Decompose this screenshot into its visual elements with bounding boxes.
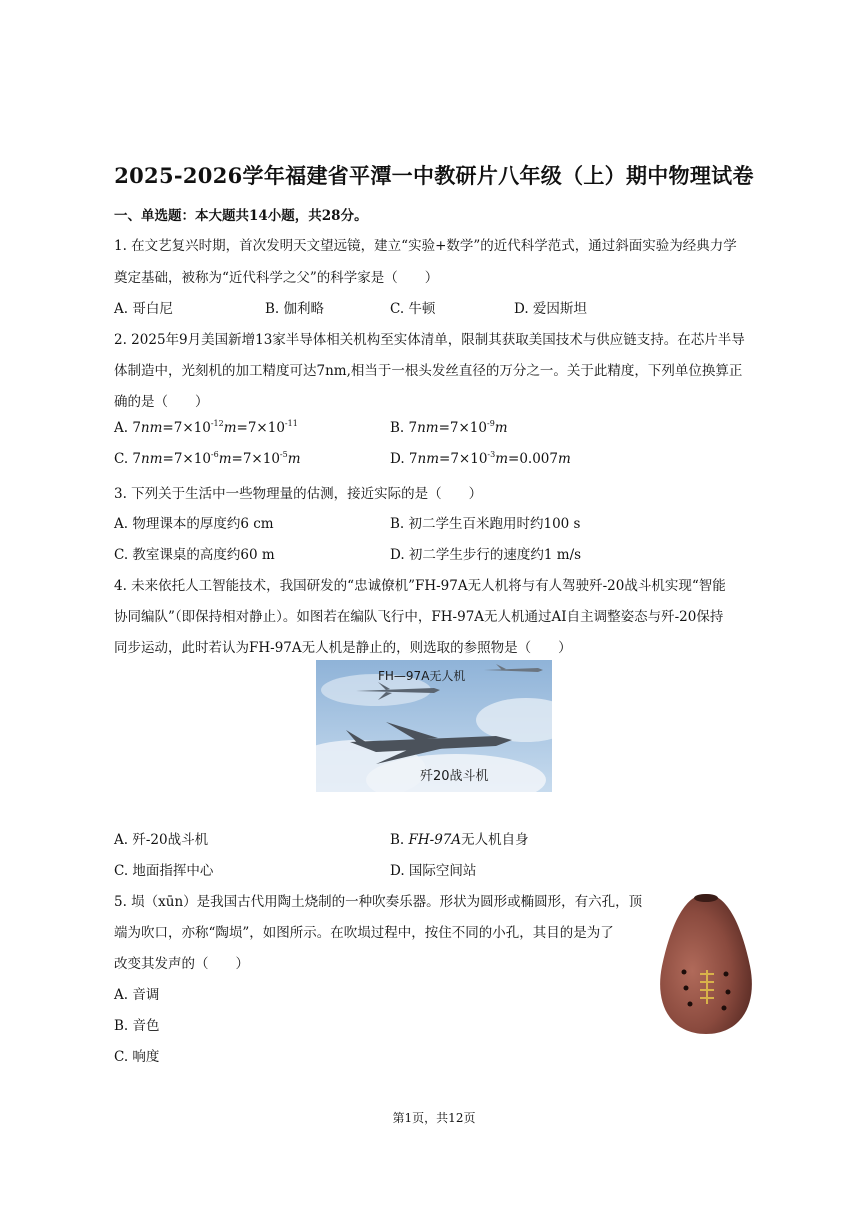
exam-title: 2025-2026学年福建省平潭一中教研片八年级（上）期中物理试卷 (114, 163, 754, 188)
q2-stem-line1: 2. 2025年9月美国新增13家半导体相关机构至实体清单，限制其获取美国技术与供应链支持。在芯片半导 (114, 332, 745, 348)
q5-stem-line1: 5. 埙（xūn）是我国古代用陶土烧制的一种吹奏乐器。形状为圆形或椭圆形，有六孔，顶 (114, 894, 643, 910)
q2-option-a: A. $7nm=7\times 10^{-12}m=7\times 10^{-11}$ (114, 419, 298, 436)
q4-stem-line1: 4. 未来依托人工智能技术，我国研发的“忠诚僚机”FH-97A无人机将与有人驾驶歼-20战斗机实现“智能 (114, 578, 726, 594)
q5-stem-line3: 改变其发声的（ ） (114, 956, 249, 972)
jets-figure-art (316, 660, 552, 792)
jets-formation-figure (316, 660, 552, 792)
q2-option-b: B. $7nm=7\times 10^{-9}m$ (390, 419, 508, 436)
q1-option-c: C. 牛顿 (390, 301, 436, 317)
q5-option-c: C. 响度 (114, 1049, 160, 1065)
q4-option-c: C. 地面指挥中心 (114, 863, 214, 879)
q2-stem-line2: 体制造中，光刻机的加工精度可达7nm,相当于一根头发丝直径的万分之一。关于此精度，下列单位换算正 (114, 363, 743, 379)
q3-option-b: B. 初二学生百米跑用时约100 s (390, 516, 581, 532)
q1-option-a: A. 哥白尼 (114, 301, 173, 317)
q5-stem-line2: 端为吹口，亦称“陶埙”，如图所示。在吹埙过程中，按住不同的小孔，其目的是为了 (114, 925, 614, 941)
q3-option-c: C. 教室课桌的高度约60 m (114, 547, 275, 563)
q1-stem-line1: 1. 在文艺复兴时期，首次发明天文望远镜，建立“实验+数学”的近代科学范式，通过斜面实验为经典力学 (114, 238, 737, 254)
drone-label: FH—97A无人机 (378, 669, 466, 683)
q1-stem-line2: 奠定基础，被称为“近代科学之父”的科学家是（ ） (114, 270, 439, 286)
xun-instrument-figure (650, 888, 762, 1038)
xun-art (650, 888, 762, 1038)
q1-option-b: B. 伽利略 (265, 301, 325, 317)
q5-option-b: B. 音色 (114, 1018, 160, 1034)
q5-option-a: A. 音调 (114, 987, 160, 1003)
q4-stem-line3: 同步运动，此时若认为FH-97A无人机是静止的，则选取的参照物是（ ） (114, 640, 572, 656)
page-footer: 第1页，共12页 (392, 1111, 476, 1125)
fighter-label: 歼20战斗机 (420, 769, 489, 784)
q4-option-a: A. 歼-20战斗机 (114, 832, 209, 848)
q2-option-d: D. $7nm=7\times 10^{-3}m=0.007m$ (390, 450, 571, 467)
q4-stem-line2: 协同编队”（即保持相对静止）。如图若在编队飞行中，FH-97A无人机通过AI自主调整姿态与歼-20保持 (114, 609, 724, 625)
q3-option-d: D. 初二学生步行的速度约1 m/s (390, 547, 582, 563)
q4-option-d: D. 国际空间站 (390, 863, 477, 879)
q3-option-a: A. 物理课本的厚度约6 cm (114, 516, 274, 532)
q2-option-c: C. $7nm=7\times 10^{-6}m=7\times 10^{-5}m$ (114, 450, 301, 467)
q3-stem-line1: 3. 下列关于生活中一些物理量的估测，接近实际的是（ ） (114, 486, 483, 502)
section-heading: 一、单选题：本大题共14小题，共28分。 (114, 208, 368, 224)
q2-stem-line3: 确的是（ ） (114, 394, 209, 410)
q1-option-d: D. 爱因斯坦 (514, 301, 587, 317)
q4-option-b: B. FH-97A无人机自身 (390, 832, 529, 848)
